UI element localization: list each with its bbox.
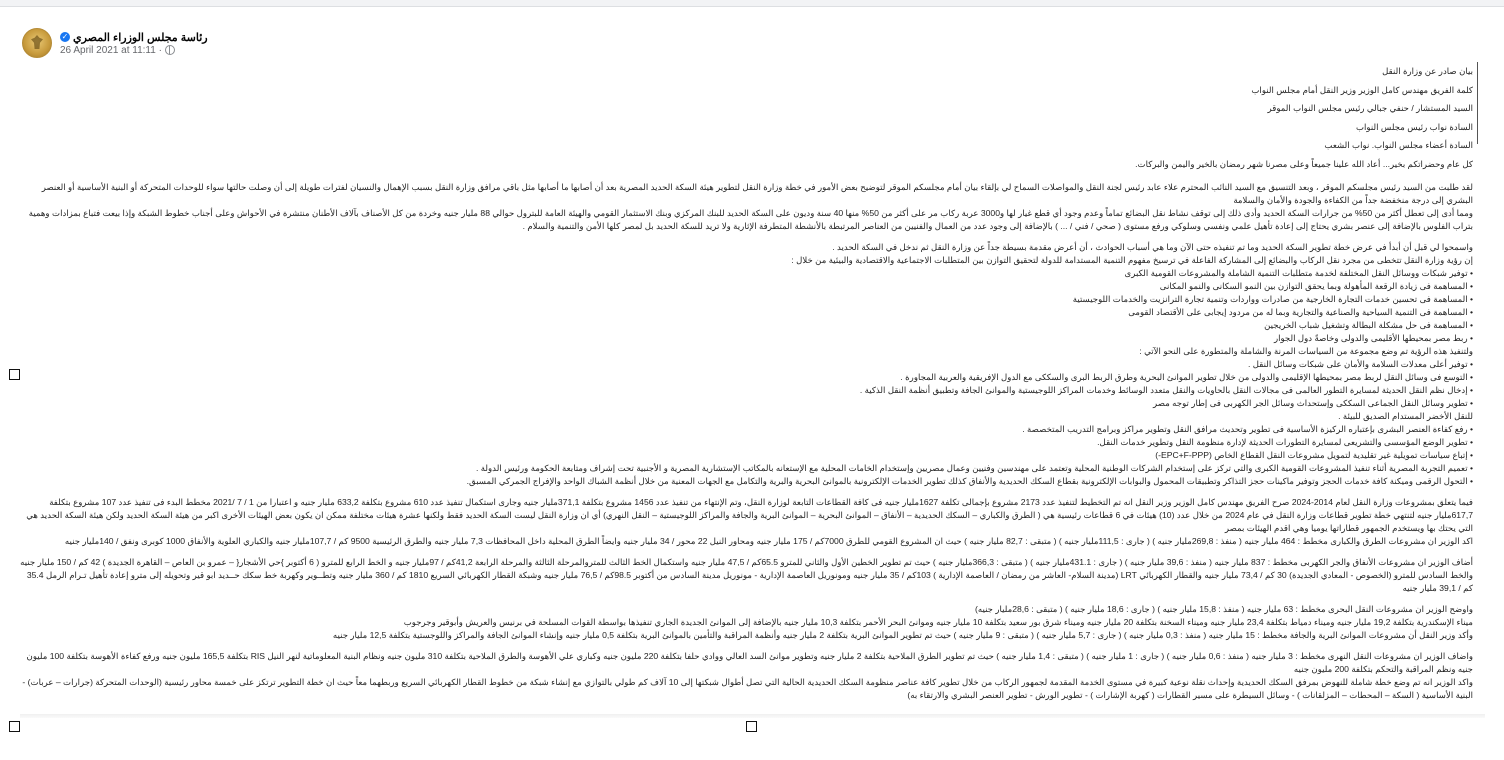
globe-icon bbox=[165, 45, 175, 55]
policy-bullet-continuation: للنقل الأخضر المستدام الصديق للبيئة . bbox=[1338, 411, 1473, 421]
eagle-emblem-icon bbox=[31, 35, 43, 49]
doc-paragraph: واضاف الوزير ان مشروعات النقل النهرى مخطط : 3 مليار جنيه ( منفذ : 0,6 مليار جنيه ) ( جارى : 1 مليار جنيه ) ( متبقى : 1,4 مليار جنيه ) حيث تم تطوير الطرق الملاحية بتكلفة 2 مليار جنيه وتطوير موانئ السد العالي ووادي حلفا بتكلفة 220 مليون جنيه وكباري علي الأهوسة والطرق الملاحية بتكلفة 310 مليون جنيه ونظام البنية المعلوماتية لنهر النيل RIS بتكلفة 165,5 مليون جنيه ورفع كفاءة الأهوسة بتكلفة 100 مليون جنيه ونظم المراقبة والتحكم بتكلفة 200 مليون جنيه bbox=[26, 651, 1473, 674]
vision-bullet: • المساهمة فى التنمية السياحية والصناعية والتجارية وبما له من مردود إيجابى على الأقتصاد القومى bbox=[1128, 307, 1473, 317]
policy-bullet: • إتباع سياسات تمويلية غير تقليدية لتمويل مشروعات النقل القطاع الخاص (EPC+F-PPP-) bbox=[1155, 450, 1473, 460]
doc-paragraph: واوضح الوزير ان مشروعات النقل البحرى مخطط : 63 مليار جنيه ( منفذ : 15,8 مليار جنيه ) ( جارى : 18,6 مليار جنيه ) ( متبقى : 28,6مليار جنيه) bbox=[975, 604, 1473, 614]
policy-bullet: • تعميم التجربة المصرية أثناء تنفيذ المشروعات القومية الكبرى والتي تركز على إستخدام الشركات الوطنية المحلية وتعتمد على مهندسين وفنيين وعمال مصريين وإستخدام الخامات المحلية مع الإستعانه بالمكاتب الإستشارية المصرية و الأجنبية تحت إشراف ومتابعة الحكومة ورئيس الدولة . bbox=[476, 463, 1473, 473]
author-name[interactable]: رئاسة مجلس الوزراء المصري bbox=[73, 31, 208, 44]
doc-paragraph: أضاف الوزير ان مشروعات الأنفاق والجر الكهربى مخطط : 837 مليار جنيه ( منفذ : 39,6 مليار جنيه ) ( جارى : 431.1مليار جنيه ) ( متبقى : 366,3مليار جنيه ) حيث تم تطوير الخطين الأول والثاني للمترو 65.5كم / 47,5 مليار جنيه واستكمال الخط الثالث للمتروالمرحلة الثالثة والمرحلة الرابعة 41,2كم / 97مليار جنيه و الخط الرابع للمترو ( 6 أكتوبر }حي الأشجار{ – عمرو بن العاص – القاهرة الجديدة ) 42 كم / 150 مليار جنيه والخط السادس للمترو (الخصوص - المعادي الجديدة) 30 كم / 73,4 مليار جنيه والقطار الكهربائي LRT (مدينة السلام- العاشر من رمضان / العاصمة الإدارية ) 103كم / 35 مليار جنيه ومونوريل العاصمة الإدارية - مونوريل مدينة السادس من أكتوبر 98.5كم / 76,5 مليار جنيه وشبكة القطار الكهربائي السريع 1810 كم / 360 مليار جنيه وتطــوير وكهربة خط سكك حــديد ابو قير وتحويله إلى مترو إعادة تأهيل تـرام الرمل 35.4 كم / 39,1 مليار جنيه bbox=[20, 557, 1473, 593]
resize-handle-bottom-left[interactable] bbox=[9, 721, 20, 732]
top-divider bbox=[0, 0, 1504, 7]
post-meta bbox=[60, 31, 208, 56]
margin-line bbox=[1477, 62, 1478, 144]
doc-paragraph: لقد طلبت من السيد رئيس مجلسكم الموقر ، وبعد التنسيق مع السيد النائب المحترم علاء عابد رئيس لجنة النقل والمواصلات السماح لي بإلقاء بيان أمام مجلسكم الموقر لتوضيح بعض الأمور في خطة وزارة النقل لتطوير هيئة السكة الحديد المصرية بعد أن أصابها ما أصابها مثل باقي مرافق وزارة النقل بسبب الإهمال والنسيان لفترات طويلة إلى أن وصلت حالتها سواء للوحدات المتحركة أو البنية الأساسية أو العنصر البشري إلى درجة منخفضة جداً من الكفاءة والجودة والأمان والسلامة bbox=[41, 182, 1473, 205]
intro-block bbox=[20, 62, 1485, 173]
post-timestamp[interactable]: 26 April 2021 at 11:11 · bbox=[60, 44, 162, 56]
policy-bullet: • إدخال نظم النقل الحديثة لمسايرة التطور العالمى فى مجالات النقل بالحاويات والنقل متعدد الوسائط وخدمات المراكز اللوجيستية والموانئ الجافة وتطبيق أنظمة النقل الذكية . bbox=[859, 385, 1473, 395]
vision-bullet: • توفير شبكات ووسائل النقل المختلفة لخدمة متطلبات التنمية الشاملة والمشروعات القومية الكبرى bbox=[1124, 268, 1473, 278]
page-avatar[interactable] bbox=[22, 28, 52, 58]
doc-paragraph: اكد الوزير ان مشروعات الطرق والكبارى مخطط : 464 مليار جنيه ( منفذ : 269,8مليار جنيه ) ( جارى : 111,5مليار جنيه ) ( متبقى : 82,7 مليار جنيه ) حيث ان المشروع القومي للطرق 7000كم / 175 مليار جنيه ومحاور النيل 22 محور / 34 مليار جنيه وايضاً الطرق المحلية داخل المحافظات 7,3 مليار جنيه والطرق الرئيسية 9500 كم / 107,7مليار جنيه والكباري العلوية والأنفاق 1000 كوبرى ونفق / 140مليار جنيه bbox=[64, 536, 1473, 546]
bottom-divider bbox=[20, 714, 1485, 718]
doc-title: بيان صادر عن وزارة النقل bbox=[1382, 66, 1473, 76]
policy-bullet: • توفير أعلى معدلات السلامة والأمان على شبكات وسائل النقل . bbox=[1247, 359, 1473, 369]
doc-paragraph: فيما يتعلق بمشروعات وزارة النقل لعام 2014-2024 صرح الفريق مهندس كامل الوزير وزير النقل انه تم التخطيط لتنفيذ عدد 2173 مشروع بإجمالى تكلفة 1627مليار جنيه فى كافة القطاعات التابعة لوزارة النقل، وتم الإنتهاء من تنفيذ عدد 1456 مشروع بتكلفة 371,1مليار جنيه وجارى استكمال تنفيذ عدد 610 مشروع بتكلفة 633,2 مليار جنيه و اعتبارا من 1 / 7 /2021 مخطط البدء فى تنفيذ عدد 107 مشروع بتكلفة 617,7مليار جنيه لتنتهي خطة تطوير قطاعات وزارة النقل في عام 2024 من خلال عدد (10) هيئات في 6 قطاعات رئيسية هي ( الطرق والكباري – السكك الحديدية – الأنفاق – الموانئ البحرية – الموانئ البرية والجافة والمراكز اللوجيستية – النقل النهري) أي ان وزارة النقل ليست السكة الحديد فقط ولكنها عشرة هيئات مختلفة ممكن ان يكون بعض الهيئات الأخرى اكبر من هيئة السكة الحديد ولكن هيئة السكة الحديد هي التي يحتك بها ويستخدم الجمهور قطاراتها يوميا وهي اقدم الهيئات بمصر bbox=[26, 497, 1473, 533]
doc-paragraph: وأكد وزير النقل أن مشروعات الموانئ البرية والجافة مخطط : 15 مليار جنيه ( منفذ : 0,3 مليار جنيه ) ( جارى : 5,7 مليار جنيه ) ( متبقى : 9 مليار جنيه ) حيث تم تطوير الموانئ البرية بتكلفة 2 مليار جنيه وأنظمة المراقبة والتأمين بالموانئ البرية بتكلفة 0,5 مليار جنيه وإنشاء الموانئ الجافة والمراكز واللوجستية بتكلفة 12,5 مليار جنيه bbox=[332, 630, 1473, 640]
author-row bbox=[60, 31, 208, 44]
vision-bullet: • ربط مصر بمحيطها الأقليمى والدولى وخاصةً دول الجوار bbox=[1273, 333, 1473, 343]
doc-paragraph: ولتنفيذ هذه الرؤية تم وضع مجموعة من السياسات المرنة والشاملة والمتطورة على النحو الآتي : bbox=[1139, 346, 1473, 356]
doc-line: السيد المستشار / حنفي جبالي رئيس مجلس النواب الموقر bbox=[1267, 103, 1473, 113]
verified-badge-icon: ✓ bbox=[61, 32, 69, 41]
policy-bullet: • التحول الرقمى وميكنة كافة خدمات الحجز وتوفير ماكينات حجز التذاكر وتطبيقات المحمول والبوابات الإلكترونية بقطاع السكك الحديدية والأنفاق كذلك تطوير الخدمات الإلكترونية بالموانئ البحرية والبرية والتكامل مع الجهات المعنية من خلال أنظمة الشباك الواحد والإفراج الجمركي المسبق. bbox=[466, 476, 1473, 486]
doc-line: كل عام وحضراتكم بخير... أعاد الله علينا جميعاً وعلى مصرنا شهر رمضان بالخير واليمن والبركات. bbox=[1135, 158, 1473, 169]
doc-paragraph: إن رؤية وزارة النقل تتخطى من مجرد نقل الركاب والبضائع إلى المشاركة الفاعلة في ترسيخ مفهوم التنمية المستدامة للدولة لتحقيق التوازن بين المتطلبات الاجتماعية والاقتصادية والبيئية من خلال : bbox=[791, 255, 1473, 265]
vision-bullet: • المساهمة فى حل مشكلة البطالة وتشغيل شباب الخريجين bbox=[1264, 320, 1473, 330]
doc-paragraph: واكد الوزير انه تم وضع خطة شاملة للنهوض بمرفق السكك الحديدية وإحداث نقلة نوعية كبيرة في مستوى الخدمة المقدمة لجمهور الركاب من خلال تطوير كافة عناصر منظومة السكك الحديدية الحالية التي تصل أطوال شبكتها إلى 10 آلاف كم طولي بالتوازي مع إنشاء شبكة من خطوط القطار الكهربائي السريع وربطهما معاً حيث ان خطة التطوير ترتكز على خمسة محاور رئيسية (الوحدات المتحركة (جرارات – عربات) - البنية الأساسية ( السكة – المحطات – المزلقانات ) - وسائل السيطرة على مسير القطارات ( كهربة الإشارات ) - تطوير الورش - تطوير العنصر البشري والارتقاء به) bbox=[22, 677, 1473, 700]
vision-bullet: • المساهمة فى تحسين خدمات التجارة الخارجية من صادرات وواردات وتنمية تجارة الترانزيت والخدمات اللوجيستية bbox=[1072, 294, 1473, 304]
doc-paragraph: واسمحوا لي قبل أن أبدأ في عرض خطة تطوير السكة الحديد وما تم تنفيذه حتى الآن وما هي أسباب الحوادث ، أن أعرض مقدمة بسيطة جداً عن وزارة النقل ثم ندخل في السكة الحديد . bbox=[832, 242, 1473, 252]
resize-handle-bottom-mid[interactable] bbox=[746, 721, 757, 732]
doc-paragraph: ومما أدى إلى تعطل أكثر من 50% من جرارات السكة الحديد وأدى ذلك إلى توقف نشاط نقل البضائع تماماً وعدم وجود أي قطع غيار لها و3000 عربة ركاب مر على أكثر من 50% منها 40 سنة وديون على السكة الحديد للبنك المركزي وبنك الاستثمار القومي والهيئة العامة للبترول حوالي 88 مليار جنيه وخردة من كل الأصناف بآلاف الأطنان منتشرة في الأحواش وعلى أجناب خطوط الشبكة وإذا بيعت فتباع بمزادات وهمية بتراب الفلوس بالإضافة إلى عنصر بشري يحتاج إلى إعادة تأهيل علمي ونفسي وسلوكي ورفع مستوى ( صحي / فني / ... ) بالإضافة إلى وجود عدد من العمال والفنيين من العناصر المرتبطة بالأنشطة المتطرفة الإثارية ولا تريد للسكة الحديد بل لمصر كلها الأمن والتنمية والسلام . bbox=[28, 208, 1473, 231]
doc-line: السادة أعضاء مجلس النواب. نواب الشعب bbox=[1324, 140, 1473, 150]
doc-paragraph: ميناء الإسكندرية بتكلفة 19,2 مليار جنيه وميناء دمياط بتكلفة 23,4 مليار جنيه وميناء السخنة بتكلفة 20 مليار جنيه وميناء شرق بور سعيد بتكلفة 10 مليار جنيه وموانئ البحر الأحمر بتكلفة 10,3 مليار جنيه بالإضافة إلى الموانئ الجديدة الجاري تنفيذها بواسطة القوات المسلحة في برنيس والعريش وأبوقير وجرجوب bbox=[403, 617, 1473, 627]
doc-line: كلمة الفريق مهندس كامل الوزير وزير النقل أمام مجلس النواب bbox=[1251, 84, 1473, 95]
resize-handle-left-mid[interactable] bbox=[9, 369, 20, 380]
policy-bullet: • تطوير الوضع المؤسسى والتشريعى لمسايرة التطورات الحديثة لإدارة منظومة النقل وتطوير خدمات النقل. bbox=[1097, 437, 1473, 447]
vision-bullet: • المساهمة فى زيادة الرقعة المأهولة وبما يحقق التوازن بين النمو السكانى والنمو المكانى bbox=[1159, 281, 1473, 291]
policy-bullet: • تطوير وسائل النقل الجماعى السككى وإستحداث وسائل الجر الكهربى فى إطار توجه مصر bbox=[1153, 398, 1473, 408]
doc-line: السادة نواب رئيس مجلس النواب bbox=[1355, 121, 1473, 132]
policy-bullet: • رفع كفاءة العنصر البشرى بإعتباره الركيزة الأساسية فى تطوير وتحديث مرافق النقل وتطوير مراكز وبرامج التدريب المتخصصة . bbox=[1022, 424, 1473, 434]
policy-bullet: • التوسع فى وسائل النقل لربط مصر بمحيطها الإقليمى والدولى من خلال تطوير الموانئ البحرية وطرق الربط البرى والسككى مع الدول الإفريقية والعربية المجاورة . bbox=[900, 372, 1473, 382]
post-header bbox=[22, 28, 208, 58]
statement-document-image bbox=[20, 62, 1485, 715]
timestamp-row bbox=[60, 45, 208, 56]
